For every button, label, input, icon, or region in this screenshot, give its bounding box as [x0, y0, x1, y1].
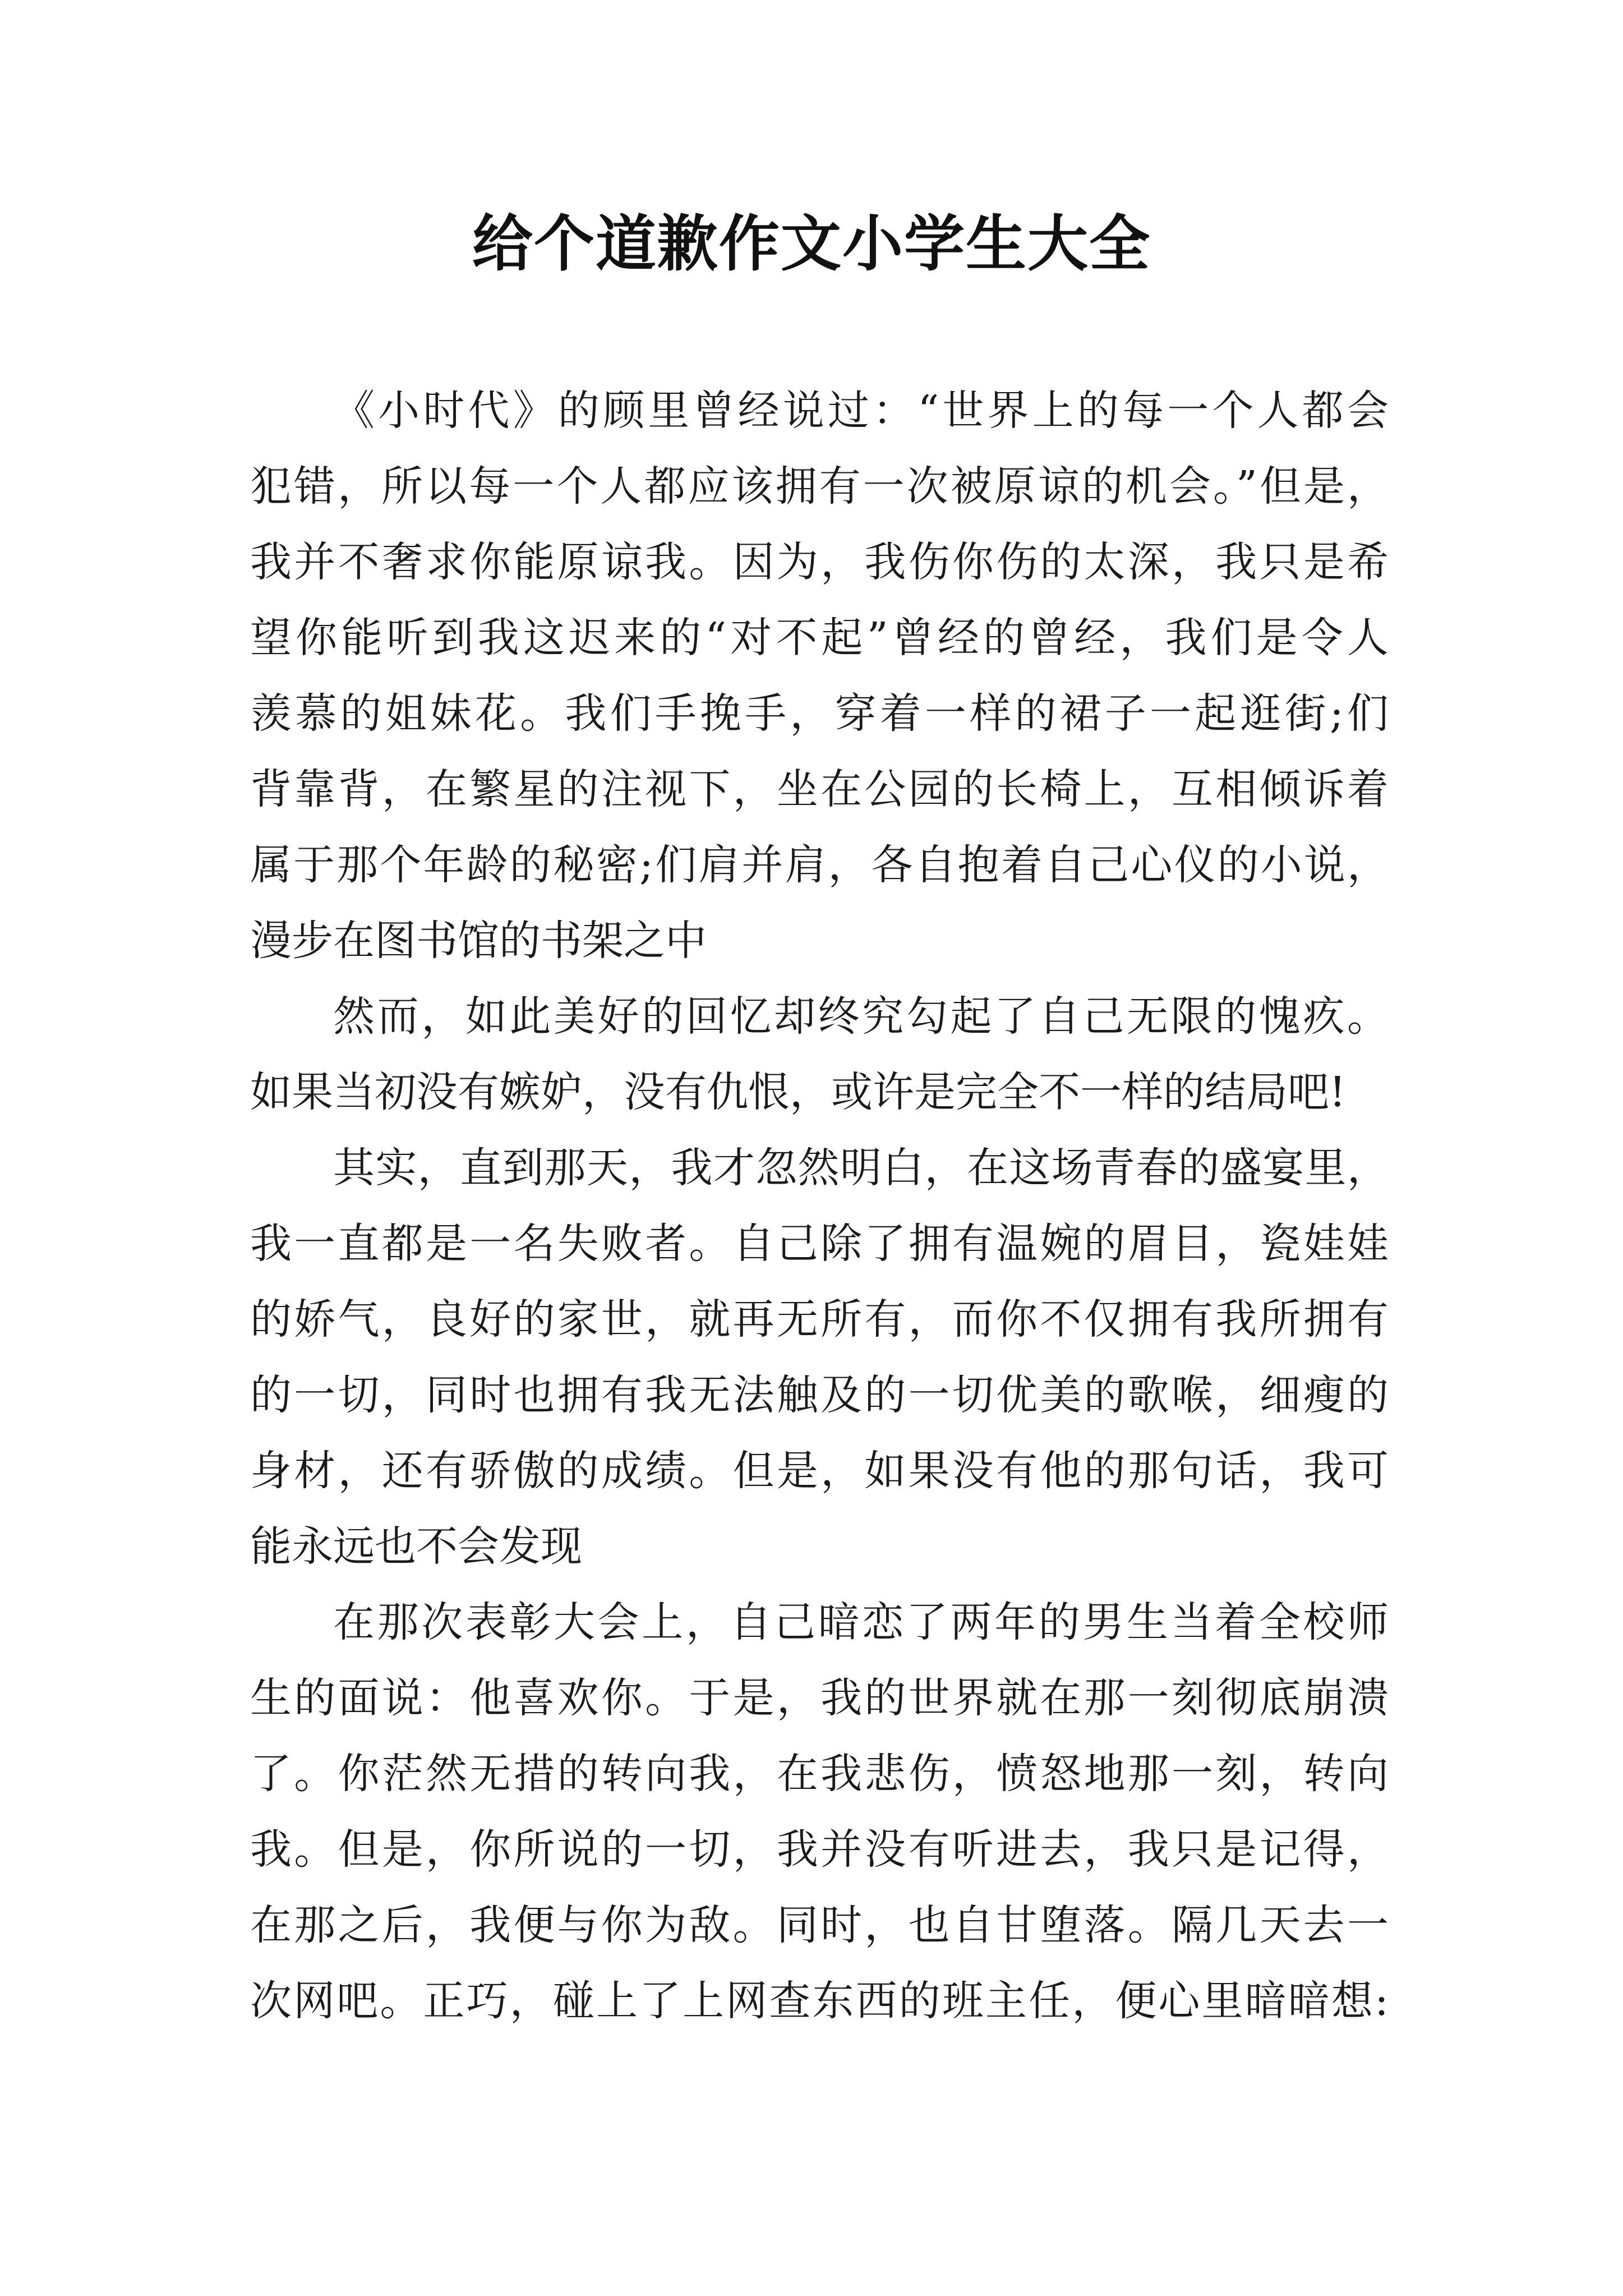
text-line: 《小时代》的顾里曾经说过：“世界上的每一个人都会: [333, 386, 1389, 435]
text-line: 犯错，所以每一个人都应该拥有一次被原谅的机会。”但是，: [250, 462, 1389, 510]
text-line: 了。你茫然无措的转向我，在我悲伤，愤怒地那一刻，转向: [250, 1750, 1389, 1798]
document-title: 给个道歉作文小学生大全: [472, 209, 1151, 279]
text-line: 生的面说：他喜欢你。于是，我的世界就在那一刻彻底崩溃: [250, 1674, 1389, 1722]
text-line: 背靠背，在繁星的注视下，坐在公园的长椅上，互相倾诉着: [250, 765, 1389, 813]
text-line: 能永远也不会发现: [250, 1522, 582, 1571]
text-line: 望你能听到我这迟来的“对不起”曾经的曾经，我们是令人: [250, 614, 1389, 662]
text-line: 在那次表彰大会上，自己暗恋了两年的男生当着全校师: [333, 1598, 1389, 1646]
text-line: 我并不奢求你能原谅我。因为，我伤你伤的太深，我只是希: [250, 538, 1389, 586]
document-body: [250, 373, 1389, 2039]
text-line: 我一直都是一名失败者。自己除了拥有温婉的眉目，瓷娃娃: [250, 1220, 1389, 1268]
text-line: 的娇气，良好的家世，就再无所有，而你不仅拥有我所拥有: [250, 1295, 1389, 1343]
text-line: 羡慕的姐妹花。我们手挽手，穿着一样的裙子一起逛街;们: [250, 689, 1389, 738]
text-line: 我。但是，你所说的一切，我并没有听进去，我只是记得，: [250, 1825, 1389, 1874]
text-line: 然而，如此美好的回忆却终究勾起了自己无限的愧疚。: [333, 992, 1389, 1041]
text-line: 如果当初没有嫉妒，没有仇恨，或许是完全不一样的结局吧!: [250, 1068, 1346, 1116]
text-line: 的一切，同时也拥有我无法触及的一切优美的歌喉，细瘦的: [250, 1371, 1389, 1419]
text-line: 在那之后，我便与你为敌。同时，也自甘堕落。隔几天去一: [250, 1901, 1389, 1949]
text-line: 次网吧。正巧，碰上了上网查东西的班主任，便心里暗暗想:: [250, 1977, 1389, 2025]
text-line: 其实，直到那天，我才忽然明白，在这场青春的盛宴里，: [333, 1144, 1389, 1192]
text-line: 属于那个年龄的秘密;们肩并肩，各自抱着自己心仪的小说，: [250, 841, 1389, 889]
text-line: 身材，还有骄傲的成绩。但是，如果没有他的那句话，我可: [250, 1447, 1389, 1495]
text-line: 漫步在图书馆的书架之中: [250, 917, 707, 965]
